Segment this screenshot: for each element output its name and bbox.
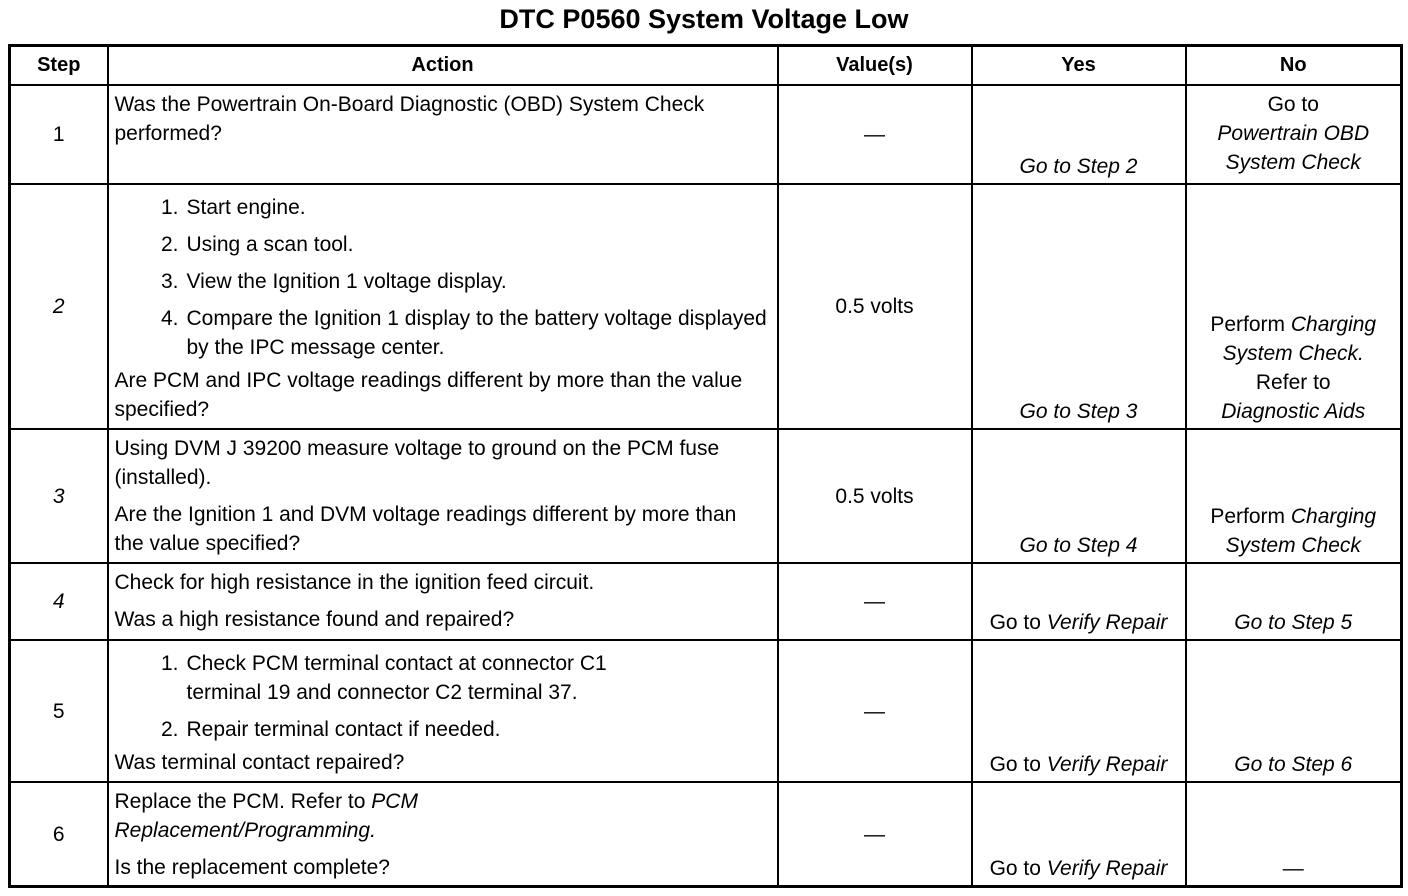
no-cell <box>1186 640 1402 782</box>
no-middle: Refer to <box>1255 371 1331 395</box>
table-row <box>10 640 1402 782</box>
action-cell <box>108 640 778 782</box>
header-yes: Yes <box>972 46 1186 86</box>
yes-prefix: Go to <box>989 753 1041 777</box>
no-prefix: Perform <box>1210 505 1286 529</box>
no-link[interactable]: Charging System Check <box>1225 505 1377 558</box>
table-header-row <box>10 46 1402 86</box>
action-list <box>115 193 771 362</box>
step-number: 1 <box>10 85 108 184</box>
value-cell: 0.5 volts <box>778 429 972 563</box>
action-text: Was the Powertrain On-Board Diagnostic (OBD) System Check performed? <box>114 93 705 146</box>
step-number: 6 <box>10 782 108 886</box>
value-cell: 0.5 volts <box>778 184 972 429</box>
no-link[interactable]: Go to Step 5 <box>1234 611 1353 635</box>
yes-cell <box>972 640 1186 782</box>
value-cell: — <box>778 782 972 886</box>
action-text: Using DVM J 39200 measure voltage to ground on the PCM fuse (installed). <box>114 437 720 490</box>
step-number: 5 <box>10 640 108 782</box>
yes-link[interactable]: Go to Step 4 <box>1019 534 1138 558</box>
value-cell: — <box>778 640 972 782</box>
action-cell <box>108 429 778 563</box>
action-cell <box>108 563 778 640</box>
header-values: Value(s) <box>778 46 972 86</box>
value-cell: — <box>778 85 972 184</box>
list-item: 1. Check PCM terminal contact at connector C1 terminal 19 and connector C2 terminal 37. <box>160 652 607 705</box>
no-cell <box>1186 429 1402 563</box>
action-question: Are PCM and IPC voltage readings different by more than the value specified? <box>114 369 743 422</box>
table-row <box>10 429 1402 563</box>
yes-link[interactable]: Verify Repair <box>1046 753 1168 777</box>
table-row <box>10 85 1402 184</box>
no-prefix: Perform <box>1210 313 1286 337</box>
yes-link[interactable]: Go to Step 2 <box>1019 155 1138 179</box>
header-step: Step <box>10 46 108 86</box>
yes-link[interactable]: Verify Repair <box>1046 611 1168 635</box>
no-cell <box>1186 184 1402 429</box>
no-cell: — <box>1186 782 1402 886</box>
action-list <box>115 649 651 744</box>
action-text <box>115 787 535 845</box>
yes-prefix: Go to <box>989 611 1041 635</box>
list-item: 2. Using a scan tool. <box>160 233 354 257</box>
action-cell <box>108 782 778 886</box>
action-question: Are the Ignition 1 and DVM voltage readings different by more than the value specified? <box>114 503 737 556</box>
yes-link[interactable]: Go to Step 3 <box>1019 400 1138 424</box>
no-cell <box>1186 563 1402 640</box>
action-text: Check for high resistance in the ignition feed circuit. <box>114 571 595 595</box>
list-item: 3. View the Ignition 1 voltage display. <box>160 270 507 294</box>
yes-prefix: Go to <box>989 857 1041 880</box>
page-title: DTC P0560 System Voltage Low <box>499 4 909 34</box>
yes-link[interactable]: Verify Repair <box>1046 857 1168 880</box>
step-number: 4 <box>10 563 108 640</box>
yes-cell <box>972 85 1186 184</box>
yes-cell <box>972 429 1186 563</box>
header-no: No <box>1186 46 1402 86</box>
table-row <box>10 782 1402 886</box>
table-row <box>10 563 1402 640</box>
yes-cell <box>972 184 1186 429</box>
list-item: 2. Repair terminal contact if needed. <box>160 718 501 742</box>
header-action: Action <box>108 46 778 86</box>
no-link[interactable]: Charging System Check. <box>1222 313 1377 366</box>
action-cell <box>108 184 778 429</box>
no-cell <box>1186 85 1402 184</box>
action-question: Was terminal contact repaired? <box>114 751 405 775</box>
no-prefix: Go to <box>1267 93 1319 117</box>
action-prefix: Replace the PCM. Refer to <box>114 790 366 814</box>
value-cell: — <box>778 563 972 640</box>
no-link[interactable]: Powertrain OBD System Check <box>1217 122 1370 175</box>
no-link[interactable]: Go to Step 6 <box>1234 753 1353 777</box>
yes-cell <box>972 563 1186 640</box>
no-link-secondary[interactable]: Diagnostic Aids <box>1221 400 1366 424</box>
action-link[interactable]: PCM Replacement/Programming. <box>114 790 418 843</box>
list-item: 4. Compare the Ignition 1 display to the battery voltage displayed by the IPC message center. <box>160 307 767 360</box>
yes-cell <box>972 782 1186 886</box>
diagnostic-table <box>8 44 1403 888</box>
list-item: 1. Start engine. <box>160 196 306 220</box>
table-row <box>10 184 1402 429</box>
action-question: Is the replacement complete? <box>114 856 390 880</box>
action-question: Was a high resistance found and repaired? <box>114 608 515 632</box>
action-cell <box>108 85 778 184</box>
step-number: 3 <box>10 429 108 563</box>
step-number: 2 <box>10 184 108 429</box>
